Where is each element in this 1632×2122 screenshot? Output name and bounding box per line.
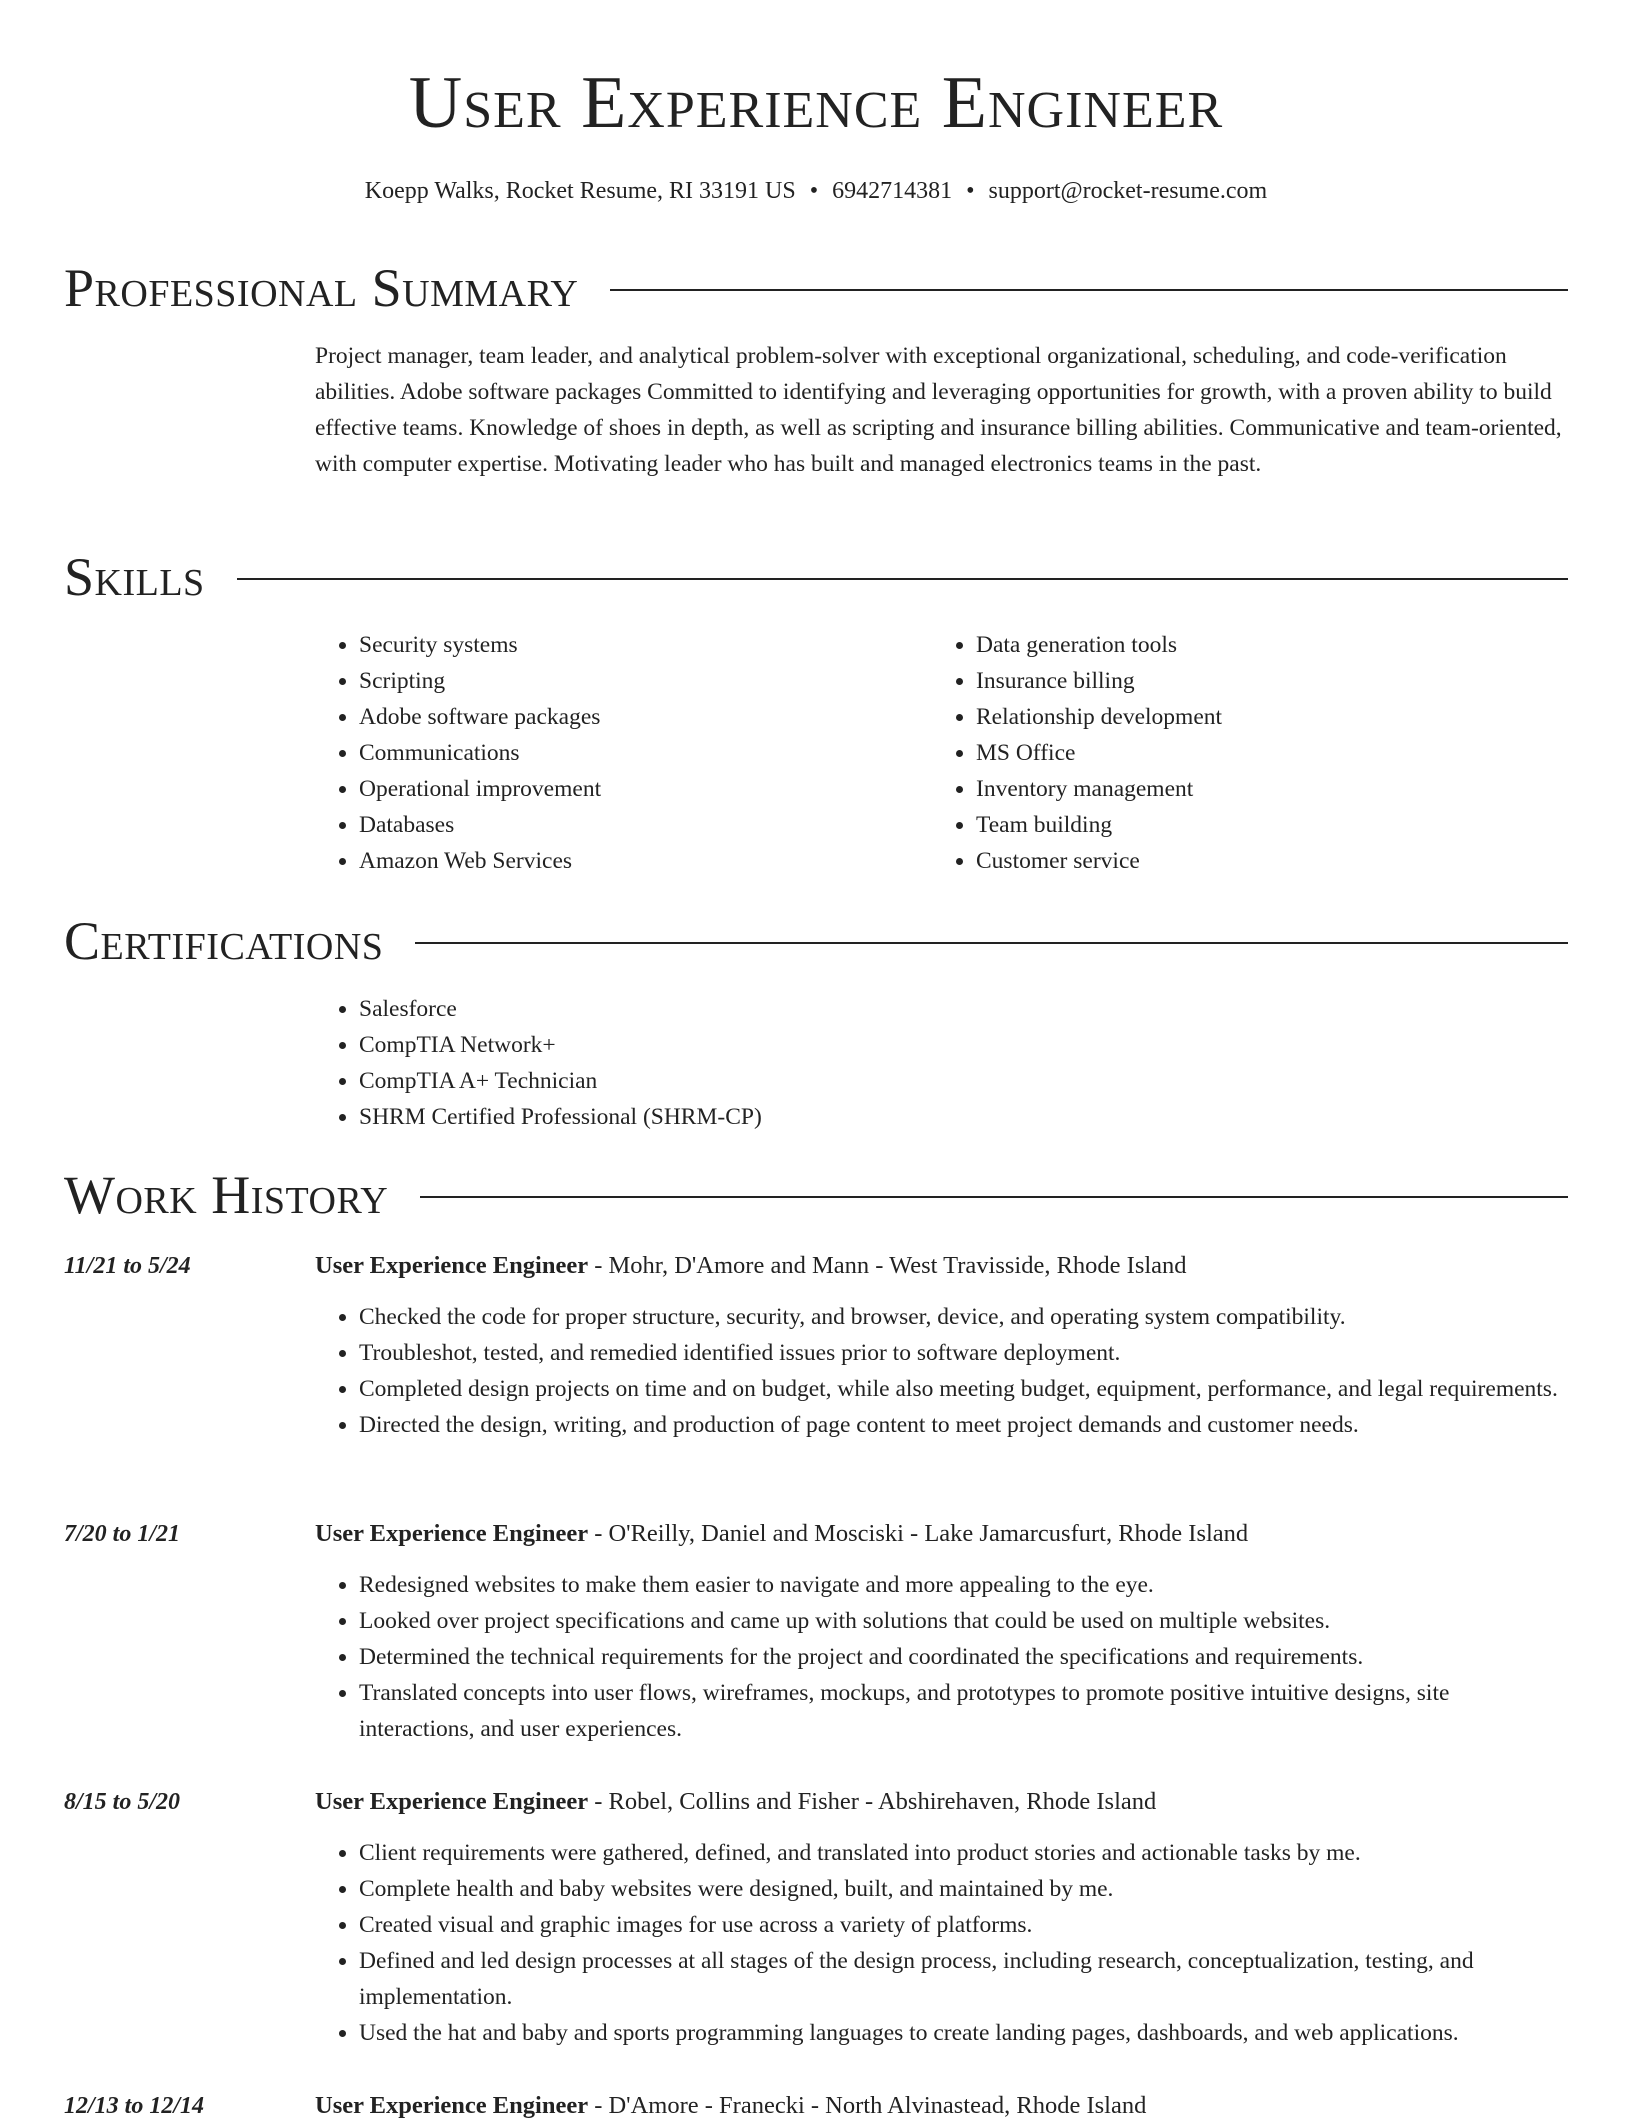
job-bullet: • Defined and led design processes at all stages of the design process, including research, conceptualization, testing, and implementation. bbox=[359, 1943, 1570, 2015]
summary-text: Project manager, team leader, and analytical problem-solver with exceptional organizational, scheduling, and code-verification abilities. Adobe software packages Committed to identifying and leveraging opportunities for growth, with a proven ability to build effective teams. Knowledge of shoes in depth, as well as scripting and insurance billing abilities. Communicative and team-oriented, with computer expertise. Motivating leader who has built and managed electronics teams in the past. bbox=[315, 343, 1562, 477]
section-rule bbox=[420, 1196, 1568, 1198]
job-bullet: • Determined the technical requirements for the project and coordinated the specifications and requirements. bbox=[359, 1639, 1570, 1675]
skill-item: • Communications bbox=[359, 735, 875, 771]
job-role: User Experience Engineer bbox=[315, 1520, 589, 1547]
job-title-line bbox=[315, 1786, 1156, 1818]
skill-item: • Scripting bbox=[359, 663, 875, 699]
job-bullet: • Directed the design, writing, and production of page content to meet project demands and customer needs. bbox=[359, 1407, 1570, 1443]
section-rule bbox=[610, 289, 1568, 291]
job-bullet: • Translated concepts into user flows, wireframes, mockups, and prototypes to promote positive intuitive designs, site interactions, and user experiences. bbox=[359, 1675, 1570, 1747]
job-bullet: • Client requirements were gathered, defined, and translated into product stories and actionable tasks by me. bbox=[359, 1835, 1570, 1871]
skill-item: • Relationship development bbox=[976, 699, 1492, 735]
job-bullet: • Completed design projects on time and on budget, while also meeting budget, equipment, performance, and legal requirements. bbox=[359, 1371, 1570, 1407]
contact-email: support@rocket-resume.com bbox=[988, 178, 1268, 204]
job-bullet: • Looked over project specifications and came up with solutions that could be used on multiple websites. bbox=[359, 1603, 1570, 1639]
job-title-line bbox=[315, 1518, 1248, 1550]
section-title-work-history: Work History bbox=[64, 1165, 389, 1225]
skills-list-left bbox=[315, 627, 875, 879]
job-dates: 8/15 to 5/20 bbox=[64, 1789, 181, 1815]
job-bullet: • Checked the code for proper structure, security, and browser, device, and operating system compatibility. bbox=[359, 1299, 1570, 1335]
section-title-certifications: Certifications bbox=[64, 911, 384, 971]
job-dates: 7/20 to 1/21 bbox=[64, 1521, 181, 1547]
job-employer-location: - O'Reilly, Daniel and Mosciski - Lake Jamarcusfurt, Rhode Island bbox=[588, 1520, 1249, 1547]
job-employer-location: - D'Amore - Franecki - North Alvinastead, Rhode Island bbox=[588, 2092, 1147, 2119]
skill-item: • Insurance billing bbox=[976, 663, 1492, 699]
skills-column-left bbox=[315, 627, 875, 879]
job-bullet-list bbox=[315, 1299, 1570, 1443]
skill-item: • Operational improvement bbox=[359, 771, 875, 807]
contact-separator: • bbox=[966, 178, 975, 204]
section-rule bbox=[415, 942, 1568, 944]
job-bullet: • Used the hat and baby and sports programming languages to create landing pages, dashboards, and web applications. bbox=[359, 2015, 1570, 2051]
job-bullets bbox=[315, 1835, 1570, 2051]
job-title-line bbox=[315, 1250, 1187, 1282]
job-role: User Experience Engineer bbox=[315, 2092, 589, 2119]
job-bullet: • Complete health and baby websites were designed, built, and maintained by me. bbox=[359, 1871, 1570, 1907]
job-title-line bbox=[315, 2090, 1146, 2122]
contact-line bbox=[0, 176, 1632, 206]
certification-item: • CompTIA A+ Technician bbox=[359, 1063, 1215, 1099]
section-heading-work-history bbox=[64, 1163, 1568, 1227]
certifications-list bbox=[315, 991, 1215, 1135]
skill-item: • Team building bbox=[976, 807, 1492, 843]
certification-item: • CompTIA Network+ bbox=[359, 1027, 1215, 1063]
resume-title: User Experience Engineer bbox=[408, 62, 1224, 144]
skill-item: • Security systems bbox=[359, 627, 875, 663]
job-employer-location: - Mohr, D'Amore and Mann - West Travisside, Rhode Island bbox=[588, 1252, 1187, 1279]
job-employer-location: - Robel, Collins and Fisher - Abshirehaven, Rhode Island bbox=[588, 1788, 1157, 1815]
job-bullet: • Created visual and graphic images for use across a variety of platforms. bbox=[359, 1907, 1570, 1943]
section-title-skills: Skills bbox=[64, 547, 205, 607]
job-dates: 12/13 to 12/14 bbox=[64, 2093, 205, 2119]
section-heading-summary bbox=[64, 256, 1568, 320]
skill-item: • Data generation tools bbox=[976, 627, 1492, 663]
job-bullet-list bbox=[315, 1567, 1570, 1747]
job-bullets bbox=[315, 1299, 1570, 1443]
skill-item: • Adobe software packages bbox=[359, 699, 875, 735]
job-dates: 11/21 to 5/24 bbox=[64, 1253, 191, 1279]
skill-item: • MS Office bbox=[976, 735, 1492, 771]
skills-column-right bbox=[932, 627, 1492, 879]
job-bullets bbox=[315, 1567, 1570, 1747]
skill-item: • Inventory management bbox=[976, 771, 1492, 807]
job-bullet: • Troubleshot, tested, and remedied identified issues prior to software deployment. bbox=[359, 1335, 1570, 1371]
section-heading-certifications bbox=[64, 909, 1568, 973]
skills-list-right bbox=[932, 627, 1492, 879]
job-role: User Experience Engineer bbox=[315, 1788, 589, 1815]
skill-item: • Databases bbox=[359, 807, 875, 843]
contact-separator: • bbox=[809, 178, 819, 204]
certifications-column bbox=[315, 991, 1215, 1135]
skill-item: • Amazon Web Services bbox=[359, 843, 875, 879]
job-bullet-list bbox=[315, 1835, 1570, 2051]
job-role: User Experience Engineer bbox=[315, 1252, 589, 1279]
section-title-summary: Professional Summary bbox=[64, 258, 579, 318]
certification-item: • Salesforce bbox=[359, 991, 1215, 1027]
job-bullet: • Redesigned websites to make them easier to navigate and more appealing to the eye. bbox=[359, 1567, 1570, 1603]
contact-address: Koepp Walks, Rocket Resume, RI 33191 US bbox=[364, 178, 796, 204]
section-rule bbox=[237, 578, 1568, 580]
skill-item: • Customer service bbox=[976, 843, 1492, 879]
section-heading-skills bbox=[64, 545, 1568, 609]
certification-item: • SHRM Certified Professional (SHRM-CP) bbox=[359, 1099, 1215, 1135]
contact-phone: 6942714381 bbox=[832, 178, 953, 204]
